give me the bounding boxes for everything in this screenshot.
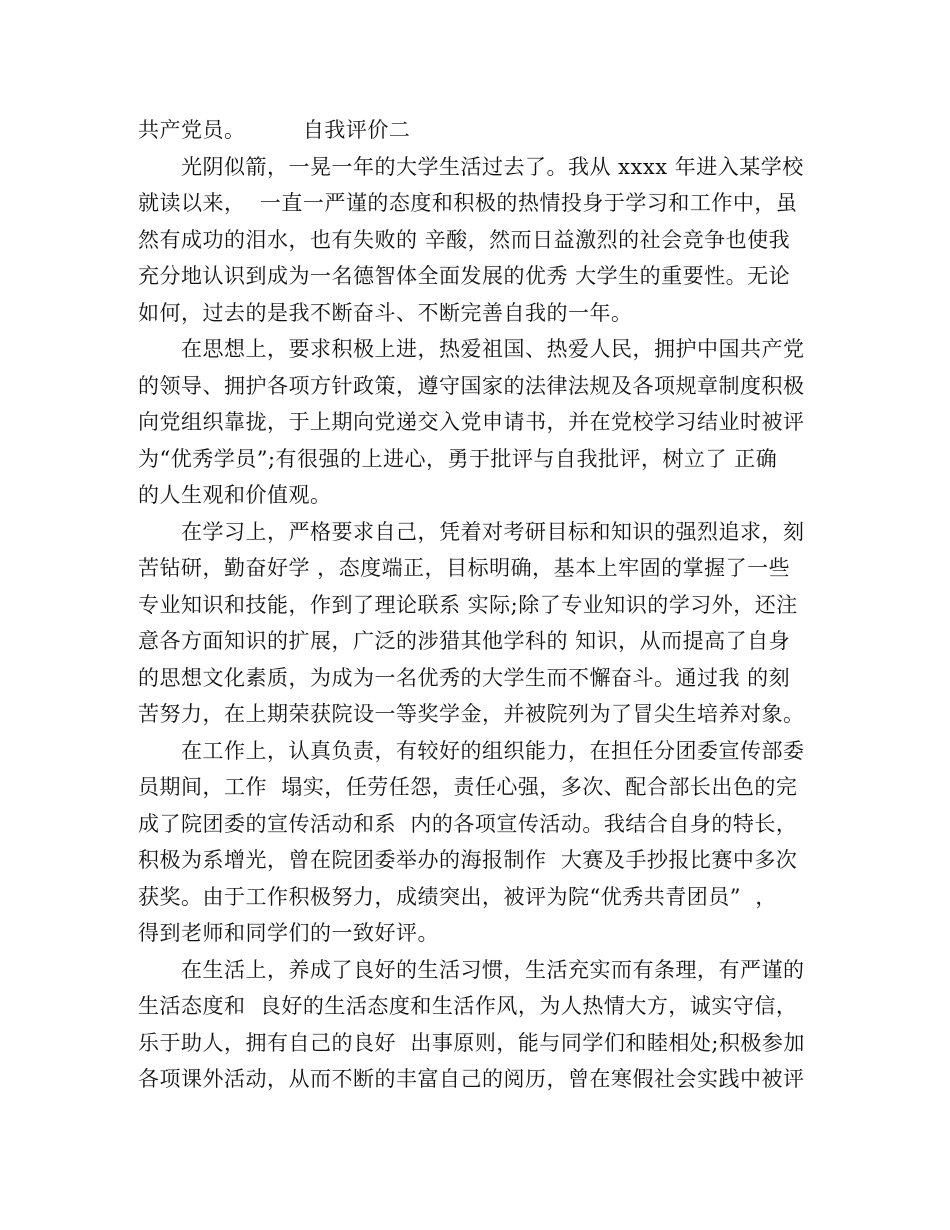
paragraph-3-line-3: 专业知识和技能，作到了理论联系 实际;除了专业知识的学习外，还注 [138, 593, 798, 617]
paragraph-2-line-2: 的领导、拥护各项方针政策，遵守国家的法律法规及各项规章制度积极 [138, 374, 805, 398]
paragraph-5-line-2: 生活态度和 良好的生活态度和生活作风，为人热情大方，诚实守信， [138, 994, 798, 1018]
paragraph-5-line-1: 在生活上，养成了良好的生活习惯，生活充实而有条理，有严谨的 [181, 958, 805, 982]
paragraph-1-line-3: 然有成功的泪水，也有失败的 辛酸，然而日益激烈的社会竞争也使我 [138, 228, 791, 252]
paragraph-4-line-6: 得到老师和同学们的一致好评。 [138, 921, 439, 945]
paragraph-4-line-3: 成了院团委的宣传活动和系 内的各项宣传活动。我结合自身的特长， [138, 812, 798, 836]
paragraph-4-line-2: 员期间，工作 塌实，任劳任怨，责任心强，多次、配合部长出色的完 [138, 775, 798, 799]
paragraph-4-line-1: 在工作上，认真负责，有较好的组织能力，在担任分团委宣传部委 [181, 739, 805, 763]
paragraph-2-line-1: 在思想上，要求积极上进，热爱祖国、热爱人民，拥护中国共产党 [181, 337, 805, 361]
paragraph-1-line-5: 如何，过去的是我不断奋斗、不断完善自我的一年。 [138, 301, 633, 325]
paragraph-3-line-6: 苦努力，在上期荣获院设一等奖学金，并被院列为了冒尖生培养对象。 [138, 702, 805, 726]
paragraph-2-line-5: 的人生观和价值观。 [138, 483, 332, 507]
paragraph-2-line-4: 为“优秀学员”;有很强的上进心，勇于批评与自我批评，树立了 正确 [138, 447, 778, 471]
paragraph-3-line-1: 在学习上，严格要求自己，凭着对考研目标和知识的强烈追求，刻 [181, 520, 805, 544]
paragraph-3-line-5: 的思想文化素质，为成为一名优秀的大学生而不懈奋斗。通过我 的刻 [138, 666, 791, 690]
paragraph-1-line-4: 充分地认识到成为一名德智体全面发展的优秀 大学生的重要性。无论 [138, 264, 791, 288]
paragraph-4-line-5: 获奖。由于工作积极努力，成绩突出，被评为院“优秀共青团员” ， [138, 885, 777, 909]
paragraph-3-line-4: 意各方面知识的扩展，广泛的涉猎其他学科的 知识，从而提高了自身 [138, 629, 791, 653]
paragraph-5-line-3: 乐于助人，拥有自己的良好 出事原则，能与同学们和睦相处;积极参加 [138, 1031, 805, 1055]
paragraph-4-line-4: 积极为系增光，曾在院团委举办的海报制作 大赛及手抄报比赛中多次 [138, 848, 798, 872]
paragraph-2-line-3: 向党组织靠拢，于上期向党递交入党申请书，并在党校学习结业时被评 [138, 410, 805, 434]
paragraph-1-line-2: 就读以来， 一直一严谨的态度和积极的热情投身于学习和工作中，虽 [138, 191, 798, 215]
paragraph-5-line-4: 各项课外活动，从而不断的丰富自己的阅历，曾在寒假社会实践中被评 [138, 1067, 805, 1091]
text-line-heading: 共产党员。 自我评价二 [138, 118, 411, 142]
paragraph-1-line-1: 光阴似箭，一晃一年的大学生活过去了。我从 xxxx 年进入某学校 [181, 155, 804, 179]
paragraph-3-line-2: 苦钻研，勤奋好学 ，态度端正，目标明确，基本上牢固的掌握了一些 [138, 556, 791, 580]
